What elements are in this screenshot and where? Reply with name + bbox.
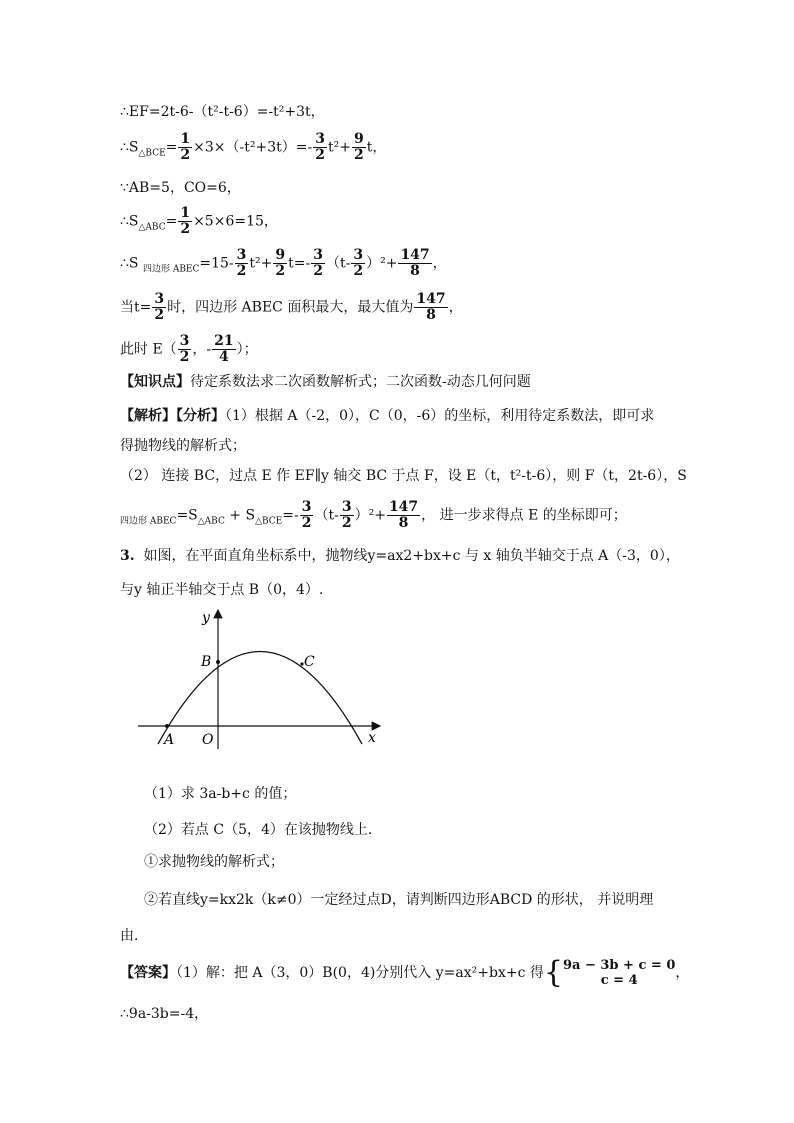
fraction: $\frac{1}{2}$ [180,205,191,237]
fraction: $\frac{1}{2}$ [180,131,191,163]
sub-question-2-1: ①求抛物线的解析式； [144,854,284,870]
fraction: $\frac{3}{2}$ [179,333,190,365]
solution-line-s-abc: $\therefore S_{\triangle ABC}=$ $\frac{1}{2}$ ×5×6=15， [120,205,278,237]
question-3-line-2: 与y 轴正半轴交于点 B（0，4）. [120,582,324,598]
analysis-line-1: 【解析】【分析】（1）根据 A（-2，0），C（0，-6）的坐标，利用待定系数法，即可求 [120,408,655,424]
sub-question-1: （1）求 3a-b+c 的值； [144,786,297,802]
sub-question-2: （2）若点 C（5，4）在该抛物线上． [144,822,382,838]
point-a [165,724,169,728]
point-c-label: C [304,654,315,670]
y-axis-label: y [202,610,210,626]
answer-line-2: ∴9a-3b=-4， [120,1006,209,1022]
fraction: $\frac{3}{2}$ [154,291,165,323]
solution-line-s-bce: $\therefore S_{\triangle BCE}=$ $\frac{1}{2}$ ×3×（-t²+3t）=- $\frac{3}{2}$ t²+ $\frac{9}{2}$ t， [120,131,387,163]
solution-line-s-abec: ∴S $_{四边形 ABEC}$=15- $\frac{3}{2}$ t²+ $\frac{9}{2}$ t=- $\frac{3}{2}$ （t- $\frac{3}{2}$ ）²+ $\frac{147}{8}$ ， [120,247,447,279]
fraction: $\frac{3}{2}$ [236,247,247,279]
question-3-line-1: 3. 如图，在平面直角坐标系中，抛物线y=ax2+bx+c 与 x 轴负半轴交于点 A（-3，0）， [120,548,680,564]
parabola-figure [130,604,390,754]
point-b [216,660,220,664]
fraction: $\frac{147}{8}$ [400,247,430,279]
fraction: $\frac{3}{2}$ [315,131,325,163]
fraction: $\frac{147}{8}$ [416,291,446,323]
answer-line-1: 【答案】（1）解：把 A（3，0）B(0，4)分别代入 y=ax²+bx+c 得{ 9a − 3b + c = 0 c = 4 ， [120,955,690,990]
sub-question-2-2-cont: 由． [120,928,148,944]
point-b-label: B [201,654,212,670]
x-axis-label: x [368,730,376,746]
fraction: $\frac{3}{2}$ [301,499,312,531]
fraction: $\frac{9}{2}$ [353,131,364,163]
sub-question-2-2: ②若直线y=kx2k（k≠0）一定经过点D，请判断四边形ABCD 的形状， 并说明理 [144,892,654,908]
left-brace: { [543,955,563,990]
analysis-line-4: $_{四边形 ABEC}=S_{\triangle ABC} + S_{\triangle BCE}=-$ $\frac{3}{2}$ （t- $\frac{3}{2}$ ）²+ $\frac{147}{8}$ ， 进一步求得点 E 的坐标即可； [120,499,627,531]
fraction: $\frac{9}{2}$ [275,247,286,279]
analysis-line-2: 得抛物线的解析式； [120,438,246,454]
point-a-label: A [164,732,175,748]
fraction: $\frac{3}{2}$ [353,247,364,279]
fraction: $\frac{21}{4}$ [214,333,234,365]
fraction: $\frac{147}{8}$ [388,499,419,531]
parabola-curve [158,652,362,745]
solution-line-max-area: 当t= $\frac{3}{2}$ 时，四边形 ABEC 面积最大，最大值为 $\frac{147}{8}$ ， [120,291,463,323]
question-number: 3. [120,548,135,564]
fraction: $\frac{3}{2}$ [341,499,352,531]
origin-label: O [202,732,214,748]
solution-line-ab-co: ∵AB=5，CO=6， [120,180,241,196]
equation-system: 9a − 3b + c = 0 c = 4 [562,958,676,988]
knowledge-point-line: 【知识点】待定系数法求二次函数解析式；二次函数-动态几何问题 [120,374,531,390]
solution-line-point-e: 此时 E（ $\frac{3}{2}$ ，- $\frac{21}{4}$ ）； [120,333,258,365]
analysis-line-3: （2） 连接 BC，过点 E 作 EF∥y 轴交 BC 于点 F，设 E（t，t²-t-6），则 F（t，2t-6），S [120,468,687,484]
solution-line-ef: ∴EF=2t-6-（t²-t-6）=-t²+3t， [120,104,325,120]
fraction: $\frac{3}{2}$ [313,247,323,279]
